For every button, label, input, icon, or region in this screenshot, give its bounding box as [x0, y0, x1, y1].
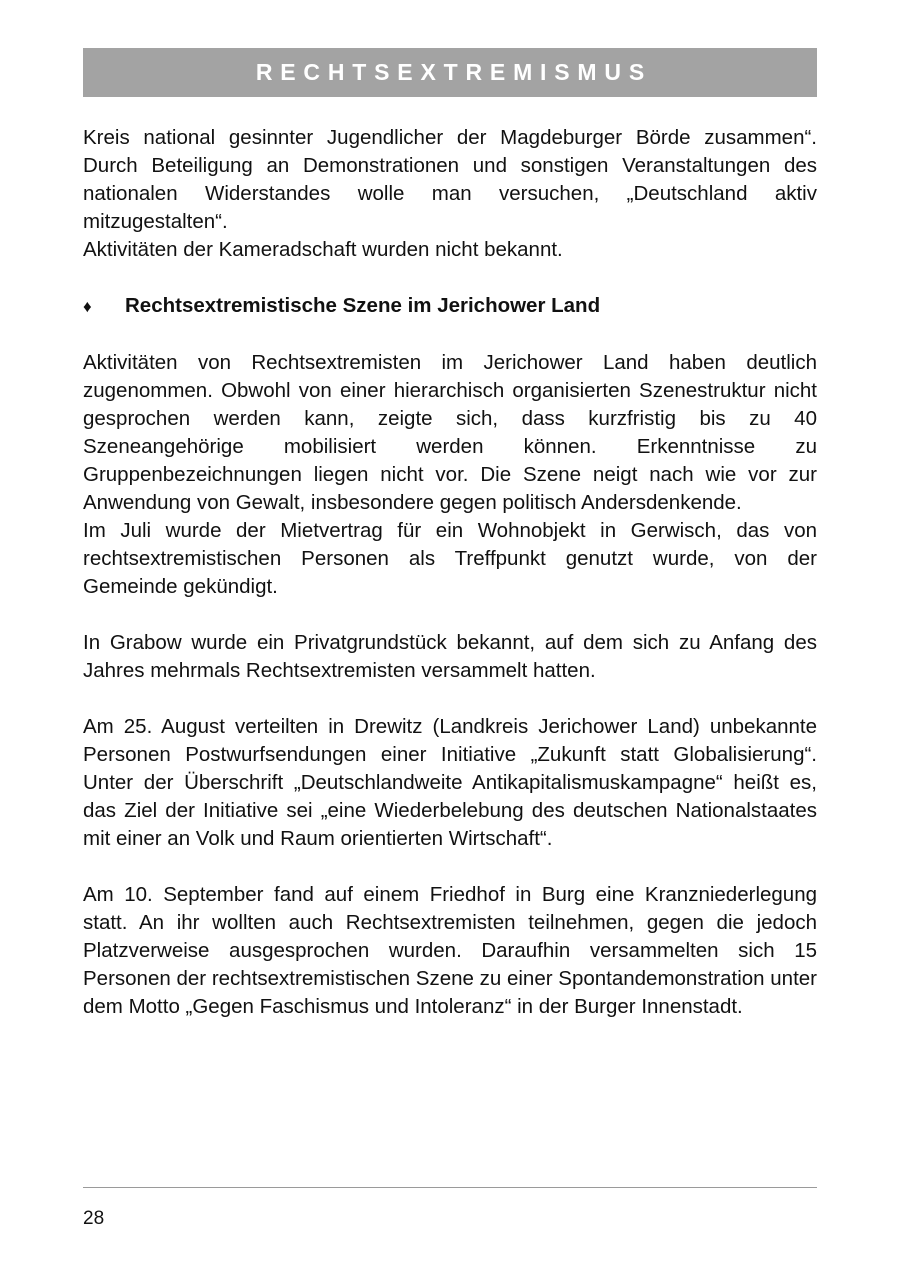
page-content	[83, 48, 817, 1021]
paragraph-drewitz: Am 25. August verteilten in Drewitz (Landkreis Jerichower Land) unbekannte Personen Postwurfsendungen einer Initiative „Zukunft statt Globalisierung“. Unter der Überschrift „Deutschlandweite Antikapitalismuskampagne“ heißt es, das Ziel der Initiative sei „eine Wiederbelebung des deutschen Nationalstaates mit einer an Volk und Raum orientierten Wirtschaft“.	[83, 715, 817, 850]
paragraph-grabow: In Grabow wurde ein Privatgrundstück bekannt, auf dem sich zu Anfang des Jahres mehrmals Rechtsextremisten versammelt hatten.	[83, 631, 817, 682]
subsection-heading-text: Rechtsextremistische Szene im Jerichower Land	[125, 294, 601, 317]
paragraph-burg-kranzniederlegung: Am 10. September fand auf einem Friedhof in Burg eine Kranzniederlegung statt. An ihr wollten auch Rechtsextremisten teilnehmen, gegen die jedoch Platzverweise ausgesprochen wurden. Daraufhin versammelten sich 15 Personen der rechtsextremistischen Szene zu einer Spontandemonstration unter dem Motto „Gegen Faschismus und Intoleranz“ in der Burger Innenstadt.	[83, 883, 817, 1018]
paragraph-kameradschaft: Aktivitäten der Kameradschaft wurden nicht bekannt.	[83, 238, 563, 261]
diamond-bullet-icon: ♦	[83, 297, 92, 316]
paragraph-jerichower-land: Aktivitäten von Rechtsextremisten im Jerichower Land haben deutlich zugenommen. Obwohl von einer hierarchisch organisierten Szenestruktur nicht gesprochen werden kann, zeigte sich, dass kurzfristig bis zu 40 Szeneangehörige mobilisiert werden können. Erkenntnisse zu Gruppenbezeichnungen liegen nicht vor. Die Szene neigt nach wie vor zur Anwendung von Gewalt, insbesondere gegen politisch Andersdenkende.	[83, 351, 817, 514]
subsection-heading	[83, 292, 817, 321]
page-footer	[83, 1187, 817, 1230]
paragraph-kreis-national: Kreis national gesinnter Jugendlicher der Magdeburger Börde zusammen“. Durch Beteiligung an Demonstrationen und sonstigen Veranstaltungen des nationalen Widerstandes wolle man versuchen, „Deutschland aktiv mitzugestalten“.	[83, 126, 817, 233]
section-header-bar	[83, 48, 817, 97]
page-number: 28	[83, 1208, 105, 1229]
paragraph-mietvertrag-gerwisch: Im Juli wurde der Mietvertrag für ein Wohnobjekt in Gerwisch, das von rechtsextremistischen Personen als Treffpunkt genutzt wurde, von der Gemeinde gekündigt.	[83, 519, 817, 598]
section-header-title: RECHTSEXTREMISMUS	[255, 59, 652, 85]
